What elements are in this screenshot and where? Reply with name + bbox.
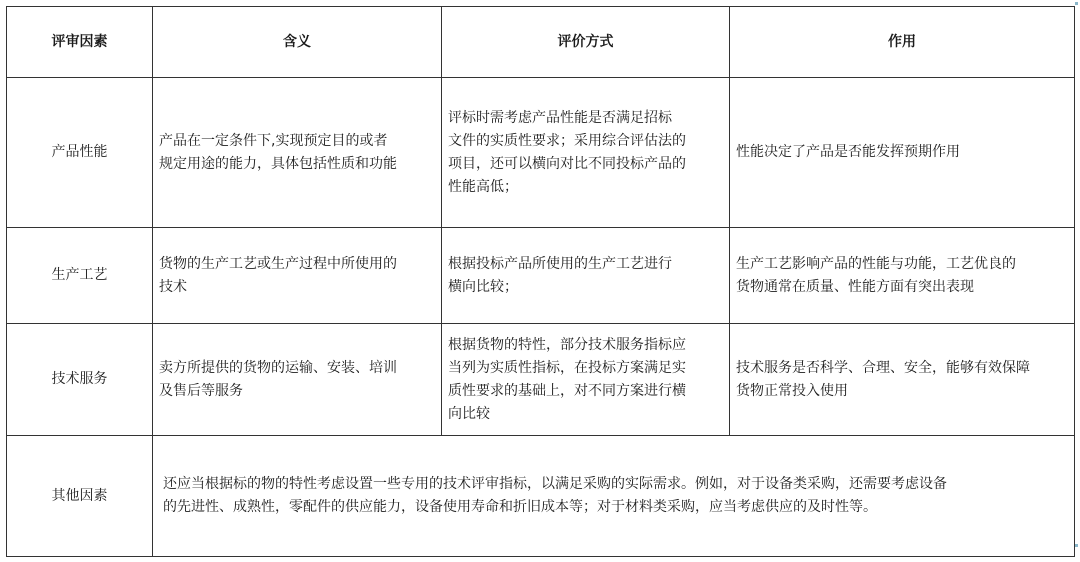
table-row <box>7 324 1075 436</box>
role-cell <box>730 324 1075 436</box>
role-cell <box>730 78 1075 228</box>
table-row <box>7 436 1075 557</box>
other-factors-cell <box>153 436 1075 557</box>
text-line: 货物正常投入使用 <box>736 382 848 399</box>
text-line: 及售后等服务 <box>159 382 243 399</box>
evaluation-cell <box>442 324 730 436</box>
text-line: 当列为实质性指标，在投标方案满足实 <box>448 359 686 376</box>
table-row <box>7 228 1075 324</box>
header-role: 作用 <box>730 7 1075 78</box>
header-factor: 评审因素 <box>7 7 153 78</box>
text-line: 货物的生产工艺或生产过程中所使用的 <box>159 255 397 272</box>
factor-cell: 生产工艺 <box>7 228 153 324</box>
text-line: 货物通常在质量、性能方面有突出表现 <box>736 278 974 295</box>
meaning-cell <box>153 324 442 436</box>
text-line: 质性要求的基础上，对不同方案进行横 <box>448 382 686 399</box>
text-line: 向比较 <box>448 405 490 422</box>
text-line: 文件的实质性要求；采用综合评估法的 <box>448 132 686 149</box>
meaning-cell <box>153 78 442 228</box>
factor-cell: 产品性能 <box>7 78 153 228</box>
evaluation-cell <box>442 228 730 324</box>
text-line: 评标时需考虑产品性能是否满足招标 <box>448 109 672 126</box>
text-line: 生产工艺影响产品的性能与功能，工艺优良的 <box>736 255 1016 272</box>
meaning-cell <box>153 228 442 324</box>
header-evaluation: 评价方式 <box>442 7 730 78</box>
text-line: 技术服务是否科学、合理、安全，能够有效保障 <box>736 359 1030 376</box>
text-line: 规定用途的能力，具体包括性质和功能 <box>159 155 397 172</box>
corner-mark <box>1075 544 1078 547</box>
text-line: 横向比较； <box>448 278 518 295</box>
text-line: 的先进性、成熟性，零配件的供应能力，设备使用寿命和折旧成本等；对于材料类采购，应当考虑供应的及时性等。 <box>163 499 877 515</box>
text-line: 卖方所提供的货物的运输、安装、培训 <box>159 359 397 376</box>
header-meaning: 含义 <box>153 7 442 78</box>
text-line: 项目，还可以横向对比不同投标产品的 <box>448 155 686 172</box>
text-line: 根据投标产品所使用的生产工艺进行 <box>448 255 672 272</box>
table-row <box>7 78 1075 228</box>
evaluation-factors-table <box>6 6 1075 557</box>
role-cell <box>730 228 1075 324</box>
text-line: 根据货物的特性，部分技术服务指标应 <box>448 336 686 353</box>
evaluation-cell <box>442 78 730 228</box>
text-line: 性能高低； <box>448 178 518 195</box>
table-header-row <box>7 7 1075 78</box>
factor-cell: 其他因素 <box>7 436 153 557</box>
text-line: 产品在一定条件下,实现预定目的或者 <box>159 132 388 149</box>
corner-mark <box>1075 2 1078 5</box>
text-line: 性能决定了产品是否能发挥预期作用 <box>736 144 960 160</box>
text-line: 还应当根据标的物的特性考虑设置一些专用的技术评审指标，以满足采购的实际需求。例如，对于设备类采购，还需要考虑设备 <box>163 476 947 492</box>
factor-cell: 技术服务 <box>7 324 153 436</box>
text-line: 技术 <box>159 278 187 295</box>
